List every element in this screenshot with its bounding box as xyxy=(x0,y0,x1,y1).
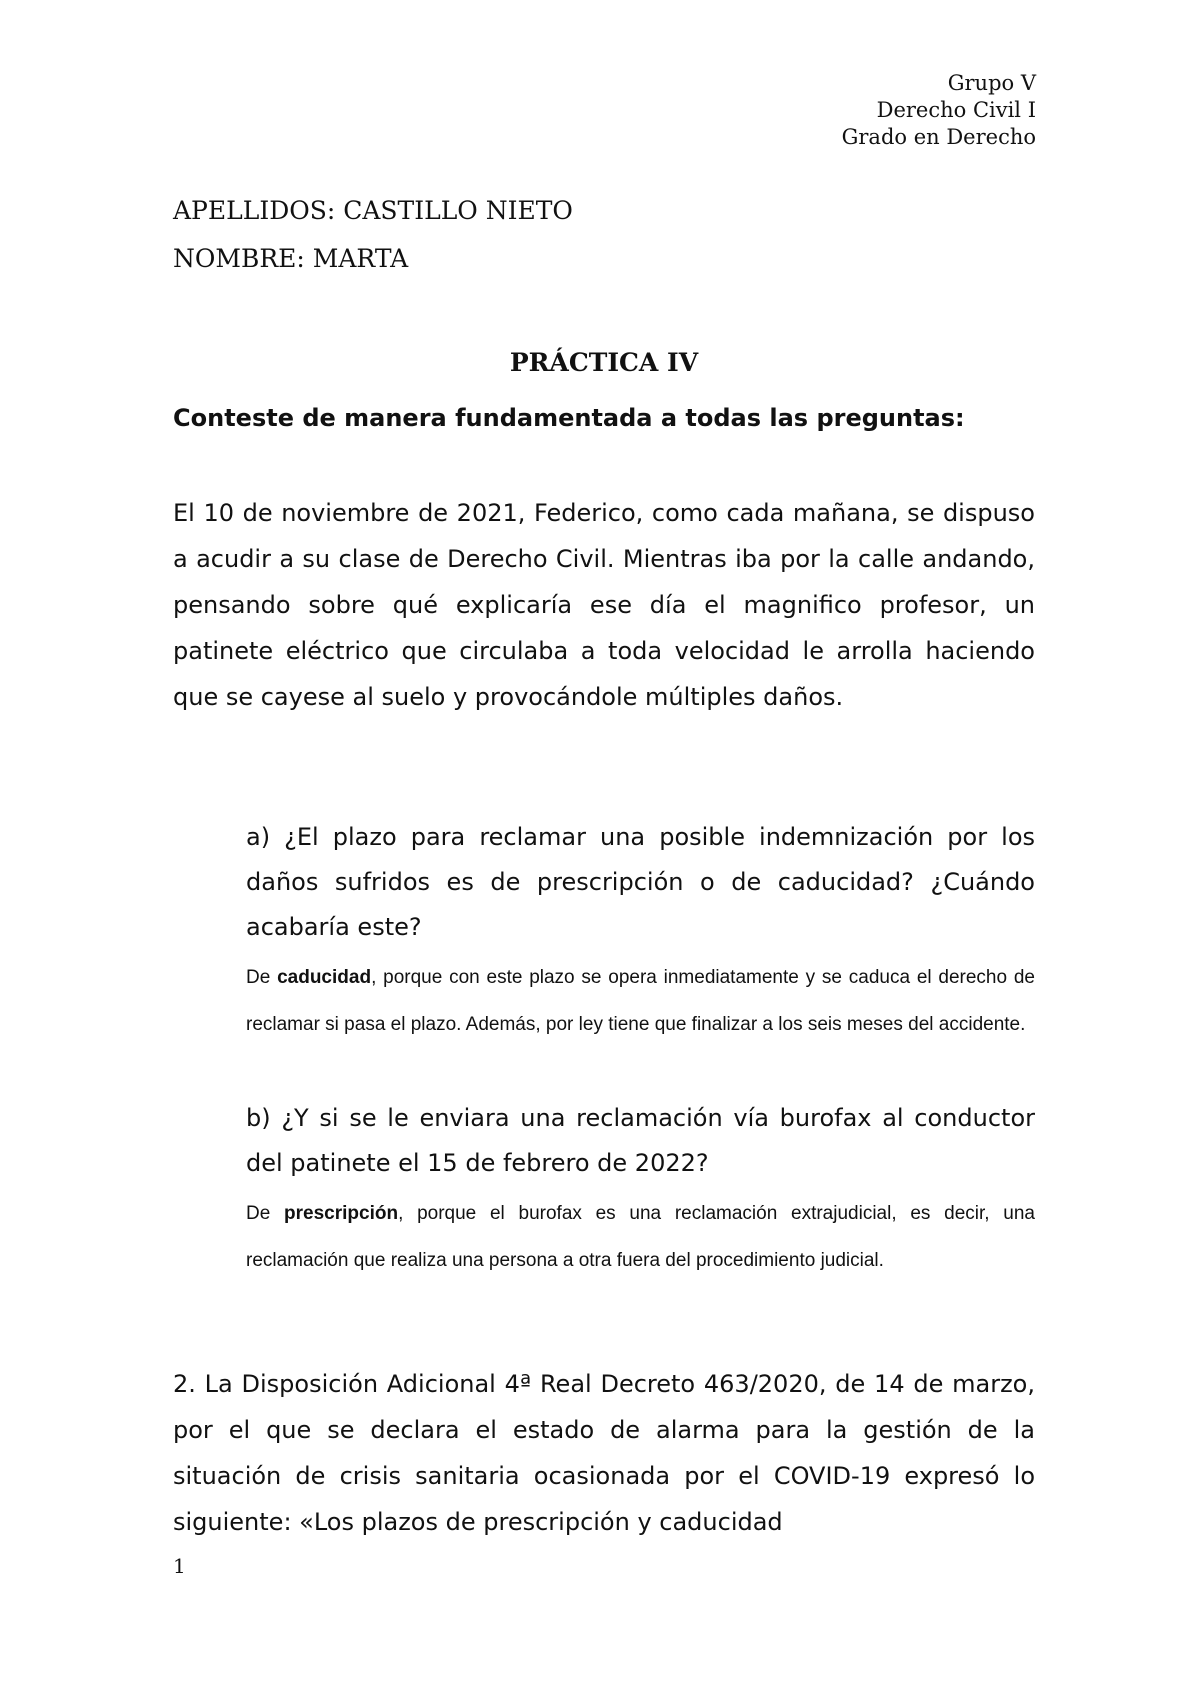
student-name: NOMBRE: MARTA xyxy=(173,244,409,273)
answer-a-rest: , porque con este plazo se opera inmediatamente y se caduca el derecho de reclamar si pasa el plazo. Además, por ley tiene que finalizar a los seis meses del accidente. xyxy=(246,967,1035,1035)
header-block xyxy=(842,70,1036,151)
answer-b-prefix: De xyxy=(246,1203,285,1224)
page-number: 1 xyxy=(173,1554,186,1578)
student-surnames: APELLIDOS: CASTILLO NIETO xyxy=(173,196,573,225)
answer-a xyxy=(246,954,1035,1048)
header-group: Grupo V xyxy=(947,71,1036,95)
header-subject: Derecho Civil I xyxy=(876,98,1036,122)
case-text: El 10 de noviembre de 2021, Federico, como cada mañana, se dispuso a acudir a su clase de Derecho Civil. Mientras iba por la calle andando, pensando sobre qué explicaría ese día el magnifico profesor, un patinete eléctrico que circulaba a toda velocidad le arrolla haciendo que se cayese al suelo y provocándole múltiples daños. xyxy=(173,499,1035,711)
question-a: a) ¿El plazo para reclamar una posible indemnización por los daños sufridos es de prescripción o de caducidad? ¿Cuándo acabaría este? xyxy=(246,823,1035,941)
question-b: b) ¿Y si se le enviara una reclamación vía burofax al conductor del patinete el 15 de febrero de 2022? xyxy=(246,1104,1035,1177)
answer-b xyxy=(246,1190,1035,1284)
section-2-text: 2. La Disposición Adicional 4ª Real Decreto 463/2020, de 14 de marzo, por el que se declara el estado de alarma para la gestión de la situación de crisis sanitaria ocasionada por el COVID-19 expresó lo siguiente: «Los plazos de prescripción y caducidad xyxy=(173,1370,1035,1536)
header-degree: Grado en Derecho xyxy=(841,125,1036,149)
answer-b-rest: , porque el burofax es una reclamación extrajudicial, es decir, una reclamación que realiza una persona a otra fuera del procedimiento judicial. xyxy=(246,1203,1035,1271)
answer-b-keyword: prescripción xyxy=(284,1203,399,1224)
page-title: PRÁCTICA IV xyxy=(509,348,699,377)
instructions: Conteste de manera fundamentada a todas las preguntas: xyxy=(173,404,965,432)
answer-a-keyword: caducidad xyxy=(277,967,372,988)
answer-a-prefix: De xyxy=(246,967,278,988)
